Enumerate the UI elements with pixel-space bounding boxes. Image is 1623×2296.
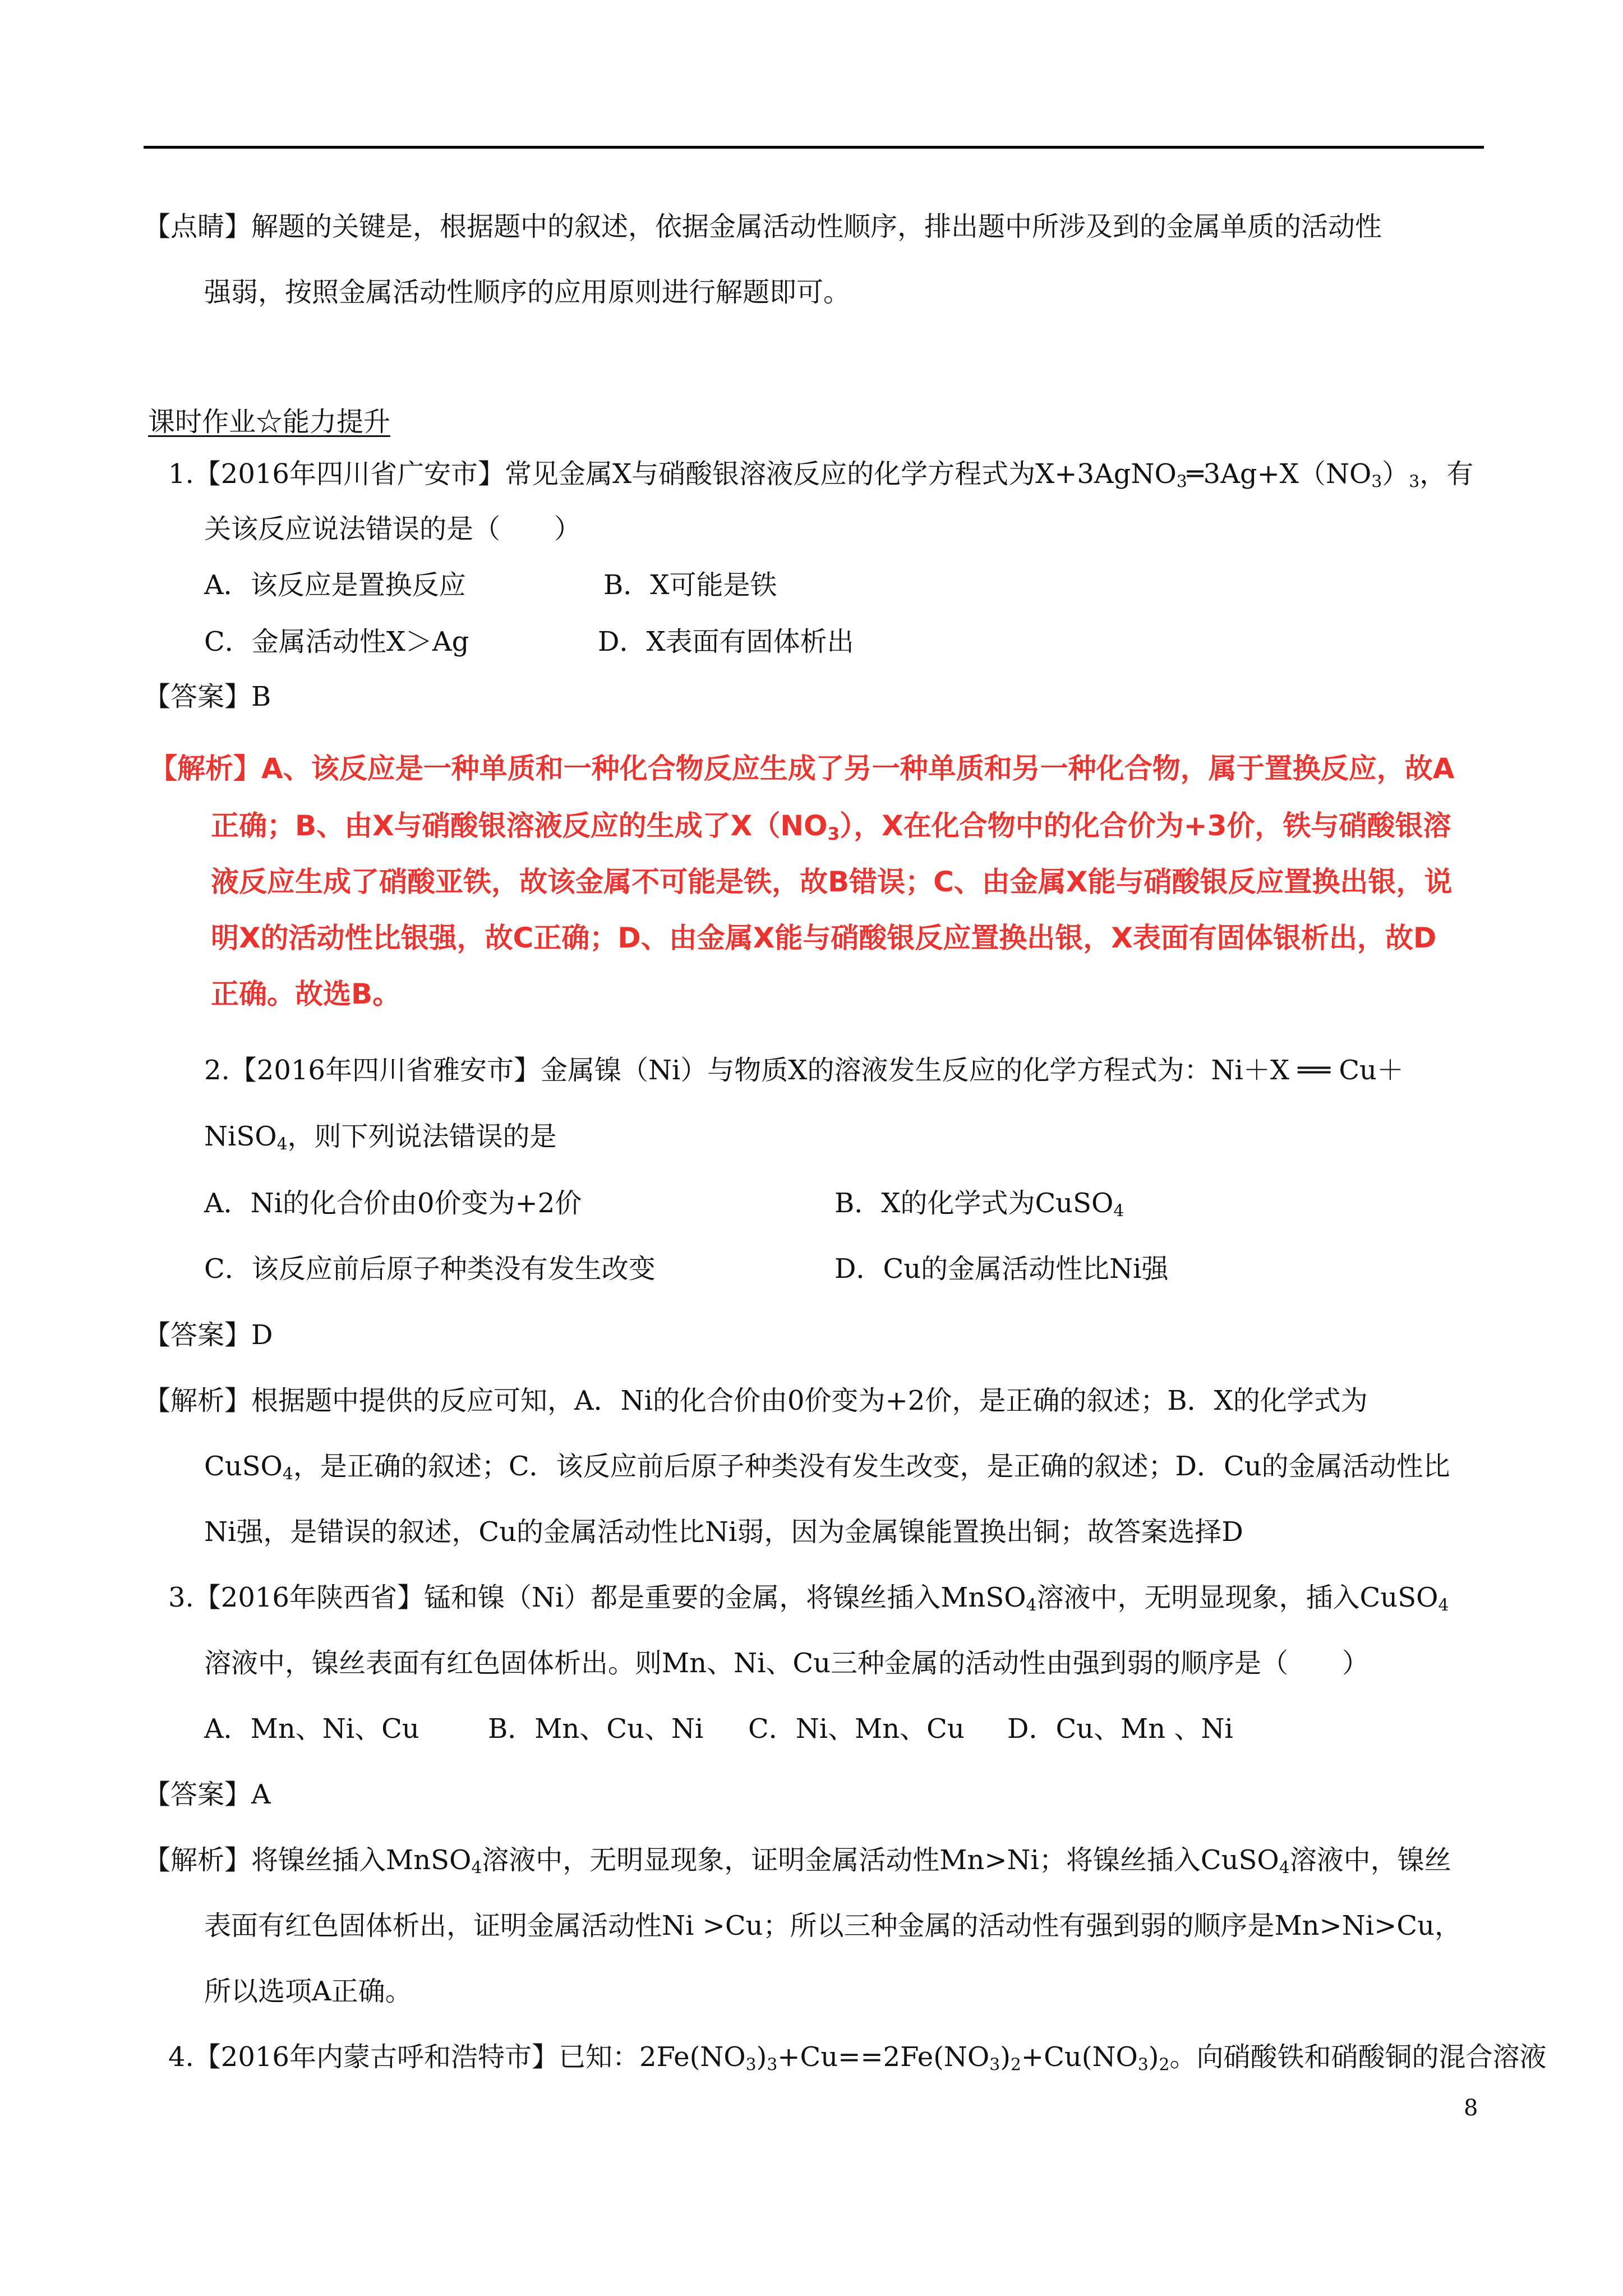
q2-option-c: C．该反应前后原子种类没有发生改变 — [204, 1253, 656, 1285]
q1-stem-line-2: 关该反应说法错误的是（ ） — [204, 513, 582, 545]
q1-analysis-line-4: 明X的活动性比银强，故C正确；D、由金属X能与硝酸银反应置换出银，X表面有固体银析出，故D — [211, 922, 1437, 954]
q2-option-b: B．X的化学式为CuSO$_4$ — [834, 1188, 1124, 1221]
q3-answer: 【答案】A — [144, 1779, 271, 1810]
page-number: 8 — [1464, 2095, 1478, 2121]
q2-analysis-line-2: CuSO$_4$，是正确的叙述；C．该反应前后原子种类没有发生改变，是正确的叙述；D．Cu的金属活动性比 — [204, 1451, 1450, 1484]
section-title: 课时作业☆能力提升 — [148, 406, 391, 438]
q3-option-d: D．Cu、Mn 、Ni — [1007, 1713, 1233, 1745]
q3-analysis-line-1: 【解析】将镍丝插入MnSO$_4$溶液中，无明显现象，证明金属活动性Mn>Ni；将镍丝插入CuSO$_4$溶液中，镍丝 — [144, 1844, 1451, 1878]
q1-option-a: A．该反应是置换反应 — [204, 569, 466, 601]
q1-option-c: C．金属活动性X＞Ag — [204, 626, 469, 657]
q2-option-d: D．Cu的金属活动性比Ni强 — [834, 1253, 1169, 1285]
q1-option-b: B．X可能是铁 — [603, 569, 777, 601]
q2-option-a: A．Ni的化合价由0价变为+2价 — [204, 1188, 582, 1219]
q3-option-a: A．Mn、Ni、Cu — [204, 1713, 419, 1745]
q1-option-d: D．X表面有固体析出 — [598, 626, 854, 657]
q1-stem-line-1: 1.【2016年四川省广安市】常见金属X与硝酸银溶液反应的化学方程式为$X+3AgNO_3═3Ag+X(NO_3)_3$，有 — [168, 458, 1474, 492]
q4-stem-line-1: 4.【2016年内蒙古呼和浩特市】已知：$2Fe(NO_3)_3+Cu==2Fe(NO_3)_2+Cu(NO_3)_2$。向硝酸铁和硝酸铜的混合溶液 — [168, 2041, 1547, 2075]
dianjing-line-2: 强弱，按照金属活动性顺序的应用原则进行解题即可。 — [204, 277, 851, 308]
q2-analysis-line-1: 【解析】根据题中提供的反应可知，A．Ni的化合价由0价变为+2价，是正确的叙述；B．X的化学式为 — [144, 1385, 1368, 1416]
q2-stem-line-1: 2.【2016年四川省雅安市】金属镍（Ni）与物质X的溶液发生反应的化学方程式为：Ni＋X ══ Cu＋ — [204, 1055, 1404, 1086]
q3-stem-line-2: 溶液中，镍丝表面有红色固体析出。则Mn、Ni、Cu三种金属的活动性由强到弱的顺序是（ ） — [204, 1648, 1370, 1679]
q1-answer: 【答案】B — [144, 681, 271, 712]
q3-option-c: C．Ni、Mn、Cu — [748, 1713, 965, 1745]
q2-analysis-line-3: Ni强，是错误的叙述，Cu的金属活动性比Ni弱，因为金属镍能置换出铜；故答案选择D — [204, 1516, 1243, 1548]
q1-analysis-line-3: 液反应生成了硝酸亚铁，故该金属不可能是铁，故B错误；C、由金属X能与硝酸银反应置换出银，说 — [211, 866, 1453, 898]
q2-answer: 【答案】D — [144, 1319, 273, 1351]
q1-analysis-line-5: 正确。故选B。 — [211, 978, 401, 1010]
q3-option-b: B．Mn、Cu、Ni — [488, 1713, 704, 1745]
q1-analysis-line-2: 正确；B、由X与硝酸银溶液反应的生成了$X(NO_3)$，X在化合物中的化合价为+3价，铁与硝酸银溶 — [211, 809, 1451, 844]
q3-analysis-line-2: 表面有红色固体析出，证明金属活动性Ni >Cu；所以三种金属的活动性有强到弱的顺序是Mn>Ni>Cu， — [204, 1910, 1461, 1941]
q3-stem-line-1: 3.【2016年陕西省】锰和镍（Ni）都是重要的金属，将镍丝插入MnSO$_4$溶液中，无明显现象，插入CuSO$_4$ — [168, 1582, 1449, 1616]
q1-analysis-line-1: 【解析】A、该反应是一种单质和一种化合物反应生成了另一种单质和另一种化合物，属于置换反应，故A — [149, 752, 1455, 785]
q3-analysis-line-3: 所以选项A正确。 — [204, 1976, 412, 2007]
dianjing-line-1: 【点睛】解题的关键是，根据题中的叙述，依据金属活动性顺序，排出题中所涉及到的金属单质的活动性 — [144, 211, 1382, 242]
header-rule — [144, 146, 1484, 149]
q2-stem-line-2: NiSO$_4$，则下列说法错误的是 — [204, 1121, 557, 1154]
